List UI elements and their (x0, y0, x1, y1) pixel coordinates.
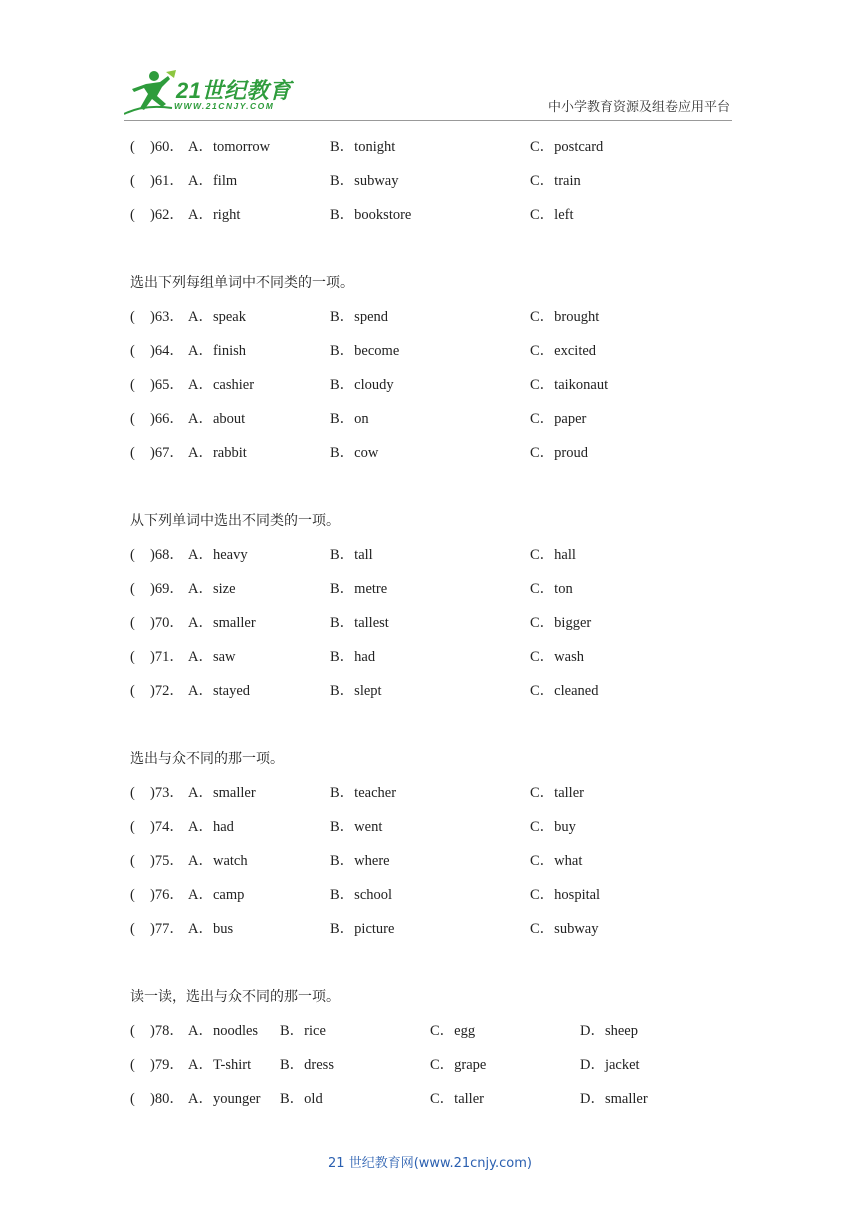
option-b[interactable]: B．went (330, 819, 383, 835)
section-instruction: 读一读，选出与众不同的那一项。 (130, 989, 340, 1005)
question-row (130, 334, 750, 368)
question-row (130, 164, 750, 198)
question-row (130, 572, 750, 606)
answer-blank[interactable]: ( (130, 139, 135, 155)
option-b[interactable]: B．tallest (330, 615, 389, 631)
option-c[interactable]: C．buy (530, 819, 576, 835)
question-row (130, 810, 750, 844)
answer-blank[interactable]: ( (130, 173, 135, 189)
question-number: )64． (150, 343, 184, 359)
option-b[interactable]: B．old (280, 1091, 323, 1107)
question-number: )65． (150, 377, 184, 393)
option-c[interactable]: C．taikonaut (530, 377, 609, 393)
option-c[interactable]: C．subway (530, 921, 599, 937)
option-c[interactable]: C．hall (530, 547, 576, 563)
section-gap (130, 946, 750, 980)
option-a[interactable]: A．smaller (188, 785, 256, 801)
option-c[interactable]: C．wash (530, 649, 584, 665)
option-b[interactable]: B．subway (330, 173, 399, 189)
question-number: )72． (150, 683, 184, 699)
option-a[interactable]: A．younger (188, 1091, 261, 1107)
logo-url: WWW.21CNJY.COM (174, 101, 275, 111)
option-b[interactable]: B．become (330, 343, 400, 359)
option-c[interactable]: C．left (530, 207, 574, 223)
option-a[interactable]: A．tomorrow (188, 139, 271, 155)
header-tagline: 中小学教育资源及组卷应用平台 (547, 100, 730, 115)
question-number: )71． (150, 649, 184, 665)
option-a[interactable]: A．rabbit (188, 445, 247, 461)
question-row (130, 538, 750, 572)
answer-blank[interactable]: ( (130, 445, 135, 461)
option-c[interactable]: C．taller (530, 785, 584, 801)
option-c[interactable]: C．postcard (530, 139, 604, 155)
question-number: )63． (150, 309, 184, 325)
question-row (130, 640, 750, 674)
question-number: )78． (150, 1023, 184, 1039)
question-number: )80． (150, 1091, 184, 1107)
question-row (130, 674, 750, 708)
answer-blank[interactable]: ( (130, 649, 135, 665)
question-number: )61． (150, 173, 184, 189)
question-number: )70． (150, 615, 184, 631)
question-number: )77． (150, 921, 184, 937)
section-instruction: 从下列单词中选出不同类的一项。 (130, 513, 340, 529)
answer-blank[interactable]: ( (130, 615, 135, 631)
section-gap (130, 708, 750, 742)
option-b[interactable]: B．cloudy (330, 377, 394, 393)
option-b[interactable]: B．bookstore (330, 207, 412, 223)
option-c[interactable]: C．proud (530, 445, 588, 461)
answer-blank[interactable]: ( (130, 819, 135, 835)
option-c[interactable]: C．hospital (530, 887, 601, 903)
runner-logo-icon (124, 70, 180, 116)
question-number: )79． (150, 1057, 184, 1073)
section-instruction: 选出下列每组单词中不同类的一项。 (130, 275, 354, 291)
option-a[interactable]: A．size (188, 581, 236, 597)
answer-blank[interactable]: ( (130, 1091, 135, 1107)
option-d[interactable]: D．sheep (580, 1023, 638, 1039)
site-logo[interactable] (124, 70, 294, 118)
option-c[interactable]: C．train (530, 173, 581, 189)
option-b[interactable]: B．slept (330, 683, 382, 699)
question-number: )76． (150, 887, 184, 903)
question-row (130, 776, 750, 810)
answer-blank[interactable]: ( (130, 785, 135, 801)
option-c[interactable]: C．bigger (530, 615, 592, 631)
answer-blank[interactable]: ( (130, 343, 135, 359)
answer-blank[interactable]: ( (130, 377, 135, 393)
option-b[interactable]: B．tall (330, 547, 373, 563)
option-a[interactable]: A．watch (188, 853, 248, 869)
option-b[interactable]: B．school (330, 887, 393, 903)
option-a[interactable]: A．saw (188, 649, 236, 665)
question-number: )60． (150, 139, 184, 155)
answer-blank[interactable]: ( (130, 411, 135, 427)
question-number: )69． (150, 581, 184, 597)
question-number: )67． (150, 445, 184, 461)
option-a[interactable]: A．right (188, 207, 241, 223)
question-list (130, 130, 750, 1116)
option-c[interactable]: C．excited (530, 343, 597, 359)
option-d[interactable]: D．jacket (580, 1057, 640, 1073)
question-row (130, 402, 750, 436)
question-row (130, 368, 750, 402)
answer-blank[interactable]: ( (130, 1023, 135, 1039)
option-c[interactable]: C．brought (530, 309, 600, 325)
option-a[interactable]: A．film (188, 173, 238, 189)
option-a[interactable]: A．camp (188, 887, 245, 903)
option-b[interactable]: B．rice (280, 1023, 326, 1039)
question-row (130, 1082, 750, 1116)
question-row (130, 198, 750, 232)
option-c[interactable]: C．what (530, 853, 583, 869)
section-gap (130, 232, 750, 266)
option-a[interactable]: A．bus (188, 921, 234, 937)
option-d[interactable]: D．smaller (580, 1091, 648, 1107)
question-number: )74． (150, 819, 184, 835)
answer-blank[interactable]: ( (130, 581, 135, 597)
option-a[interactable]: A．stayed (188, 683, 251, 699)
option-b[interactable]: B．cow (330, 445, 379, 461)
header-divider (124, 120, 732, 121)
answer-blank[interactable]: ( (130, 853, 135, 869)
option-c[interactable]: C．taller (430, 1091, 484, 1107)
answer-blank[interactable]: ( (130, 683, 135, 699)
question-number: )68． (150, 547, 184, 563)
option-a[interactable]: A．heavy (188, 547, 248, 563)
answer-blank[interactable]: ( (130, 547, 135, 563)
answer-blank[interactable]: ( (130, 309, 135, 325)
answer-blank[interactable]: ( (130, 1057, 135, 1073)
question-number: )75． (150, 853, 184, 869)
question-row (130, 606, 750, 640)
question-row (130, 844, 750, 878)
option-c[interactable]: C．egg (430, 1023, 476, 1039)
option-b[interactable]: B．metre (330, 581, 388, 597)
option-b[interactable]: B．on (330, 411, 369, 427)
option-c[interactable]: C．paper (530, 411, 587, 427)
question-row (130, 912, 750, 946)
question-row (130, 1014, 750, 1048)
question-row (130, 130, 750, 164)
option-a[interactable]: A．smaller (188, 615, 256, 631)
option-a[interactable]: A．speak (188, 309, 246, 325)
footer-link[interactable]: 21 世纪教育网(www.21cnjy.com) (328, 1156, 532, 1171)
option-c[interactable]: C．ton (530, 581, 573, 597)
question-row (130, 436, 750, 470)
option-a[interactable]: A．noodles (188, 1023, 259, 1039)
logo-text: 21世纪教育 (176, 78, 292, 103)
section-instruction: 选出与众不同的那一项。 (130, 751, 284, 767)
option-c[interactable]: C．cleaned (530, 683, 599, 699)
option-a[interactable]: A．about (188, 411, 246, 427)
question-row (130, 1048, 750, 1082)
answer-blank[interactable]: ( (130, 887, 135, 903)
option-b[interactable]: B．teacher (330, 785, 397, 801)
question-row (130, 300, 750, 334)
section-gap (130, 470, 750, 504)
option-a[interactable]: A．T-shirt (188, 1057, 252, 1073)
option-b[interactable]: B．spend (330, 309, 388, 325)
option-b[interactable]: B．dress (280, 1057, 334, 1073)
option-b[interactable]: B．picture (330, 921, 395, 937)
page-header (0, 0, 860, 130)
answer-blank[interactable]: ( (130, 921, 135, 937)
option-b[interactable]: B．had (330, 649, 376, 665)
option-b[interactable]: B．tonight (330, 139, 396, 155)
question-number: )62． (150, 207, 184, 223)
answer-blank[interactable]: ( (130, 207, 135, 223)
option-a[interactable]: A．had (188, 819, 234, 835)
question-number: )66． (150, 411, 184, 427)
option-a[interactable]: A．cashier (188, 377, 255, 393)
question-row (130, 878, 750, 912)
option-c[interactable]: C．grape (430, 1057, 487, 1073)
option-b[interactable]: B．where (330, 853, 390, 869)
option-a[interactable]: A．finish (188, 343, 246, 359)
question-number: )73． (150, 785, 184, 801)
